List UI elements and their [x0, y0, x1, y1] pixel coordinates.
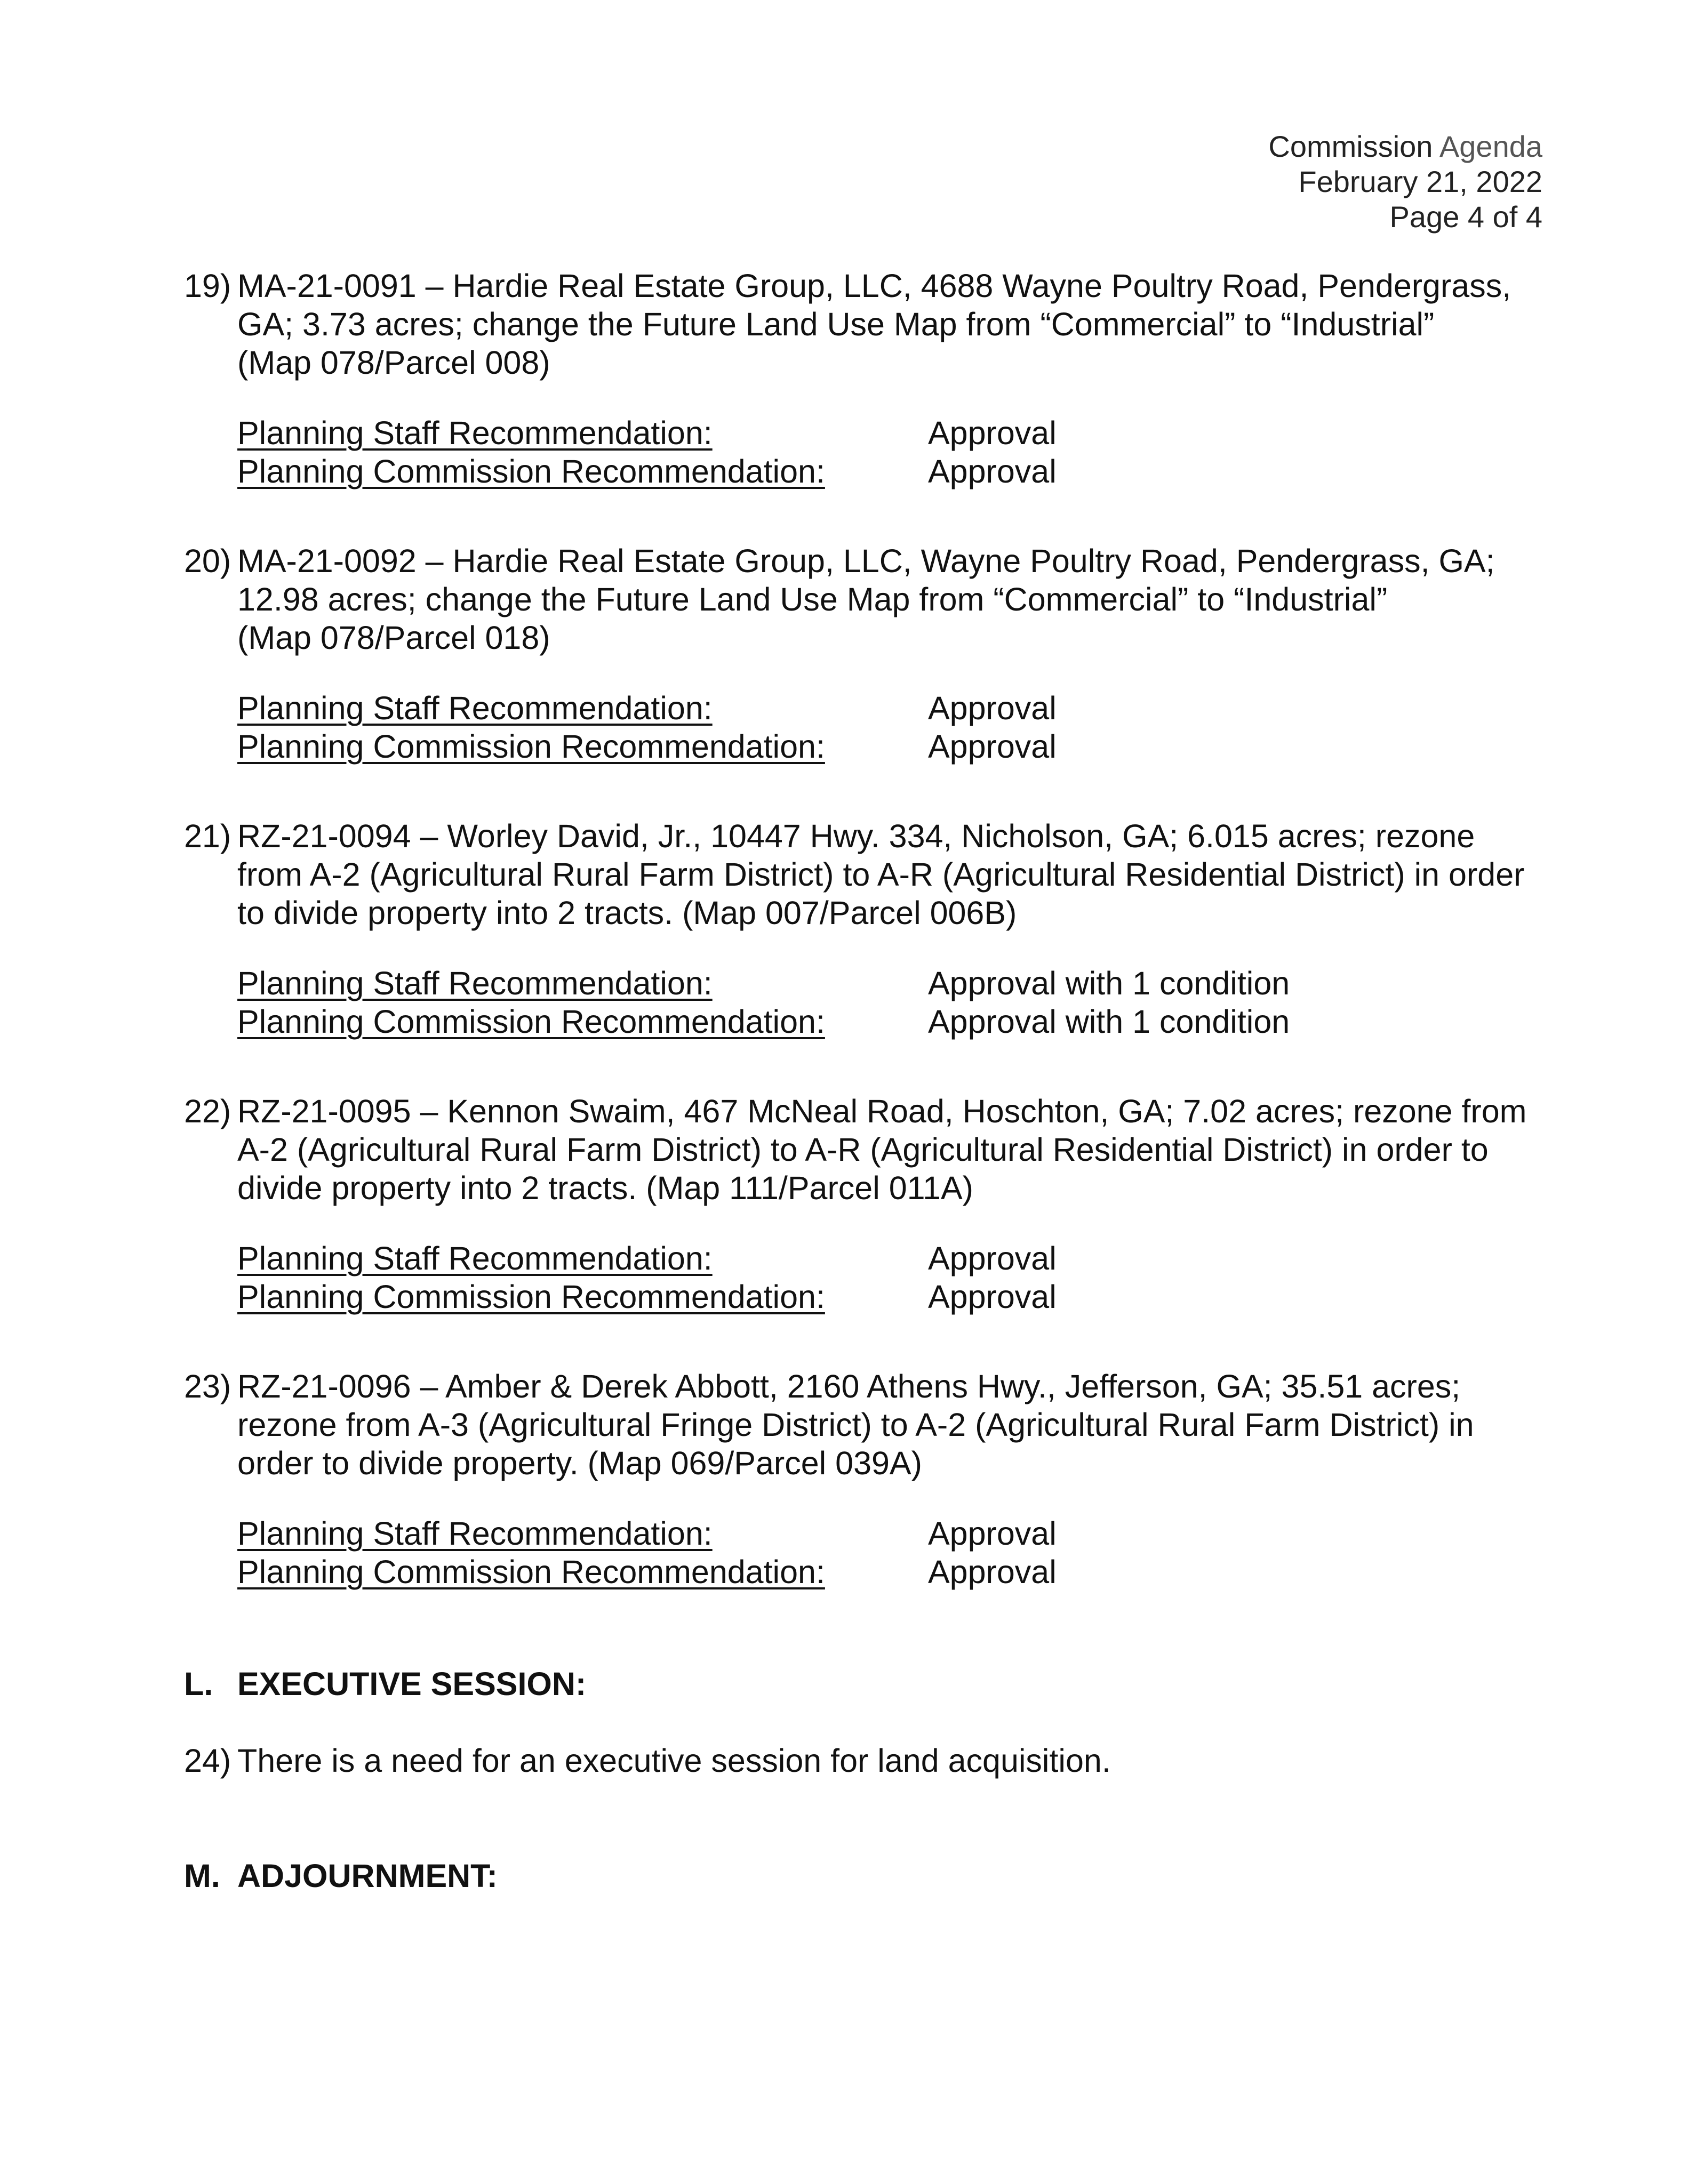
- agenda-item-22: [184, 1092, 1549, 1207]
- item-number: 21): [184, 818, 231, 854]
- header-date: February 21, 2022: [1298, 165, 1542, 198]
- item-line: 12.98 acres; change the Future Land Use Map from “Commercial” to “Industrial”: [237, 581, 1388, 617]
- agenda-item-23: [184, 1367, 1549, 1482]
- commission-recommendation-row: [237, 1278, 1549, 1316]
- section-title: EXECUTIVE SESSION:: [237, 1666, 587, 1702]
- header-commission: Commission: [1268, 130, 1433, 163]
- header-agenda: Agenda: [1439, 130, 1542, 163]
- staff-recommendation-label: Planning Staff Recommendation:: [237, 1240, 713, 1276]
- staff-recommendation-value: Approval: [928, 1515, 1057, 1552]
- item-number: 24): [184, 1743, 231, 1779]
- staff-recommendation-label: Planning Staff Recommendation:: [237, 965, 713, 1001]
- commission-recommendation-label: Planning Commission Recommendation:: [237, 1279, 825, 1315]
- item-line: A-2 (Agricultural Rural Farm District) to A-R (Agricultural Residential District) in order to: [237, 1131, 1489, 1168]
- recommendations-19: [184, 414, 1549, 491]
- item-number: 23): [184, 1368, 231, 1404]
- staff-recommendation-label: Planning Staff Recommendation:: [237, 690, 713, 726]
- item-line: MA-21-0091 – Hardie Real Estate Group, LLC, 4688 Wayne Poultry Road, Pendergrass,: [237, 268, 1511, 304]
- item-line: RZ-21-0096 – Amber & Derek Abbott, 2160 Athens Hwy., Jefferson, GA; 35.51 acres;: [237, 1368, 1461, 1404]
- commission-recommendation-label: Planning Commission Recommendation:: [237, 1003, 825, 1040]
- item-line: MA-21-0092 – Hardie Real Estate Group, LLC, Wayne Poultry Road, Pendergrass, GA;: [237, 543, 1495, 579]
- item-line: rezone from A-3 (Agricultural Fringe District) to A-2 (Agricultural Rural Farm District) in: [237, 1407, 1474, 1443]
- agenda-item-19: [184, 267, 1549, 382]
- commission-recommendation-row: [237, 1553, 1549, 1591]
- item-number: 19): [184, 268, 231, 304]
- item-number: 20): [184, 543, 231, 579]
- staff-recommendation-row: [237, 689, 1549, 727]
- item-line: (Map 078/Parcel 018): [237, 620, 550, 656]
- agenda-content: [184, 267, 1549, 1895]
- agenda-item-21: [184, 817, 1549, 932]
- staff-recommendation-value: Approval with 1 condition: [928, 965, 1290, 1001]
- staff-recommendation-label: Planning Staff Recommendation:: [237, 1515, 713, 1552]
- commission-recommendation-row: [237, 727, 1549, 766]
- staff-recommendation-value: Approval: [928, 1240, 1057, 1276]
- item-line: from A-2 (Agricultural Rural Farm District) to A-R (Agricultural Residential District) in order: [237, 856, 1525, 893]
- commission-recommendation-label: Planning Commission Recommendation:: [237, 728, 825, 765]
- item-line: to divide property into 2 tracts. (Map 007/Parcel 006B): [237, 895, 1017, 931]
- header-line-1: [1268, 129, 1542, 164]
- page-header: [1268, 129, 1542, 235]
- item-line: GA; 3.73 acres; change the Future Land Use Map from “Commercial” to “Industrial”: [237, 306, 1435, 342]
- commission-recommendation-value: Approval: [928, 453, 1057, 489]
- item-line: RZ-21-0094 – Worley David, Jr., 10447 Hwy. 334, Nicholson, GA; 6.015 acres; rezone: [237, 818, 1475, 854]
- section-executive-session: [184, 1665, 1549, 1703]
- staff-recommendation-row: [237, 414, 1549, 452]
- recommendations-22: [184, 1239, 1549, 1316]
- commission-recommendation-value: Approval with 1 condition: [928, 1003, 1290, 1040]
- item-line: divide property into 2 tracts. (Map 111/Parcel 011A): [237, 1170, 973, 1206]
- recommendations-21: [184, 964, 1549, 1041]
- staff-recommendation-label: Planning Staff Recommendation:: [237, 415, 713, 451]
- recommendations-23: [184, 1514, 1549, 1591]
- item-number: 22): [184, 1093, 231, 1129]
- header-page-number: Page 4 of 4: [1389, 200, 1542, 234]
- commission-recommendation-row: [237, 452, 1549, 491]
- staff-recommendation-value: Approval: [928, 690, 1057, 726]
- agenda-item-20: [184, 542, 1549, 657]
- commission-recommendation-label: Planning Commission Recommendation:: [237, 453, 825, 489]
- item-line: RZ-21-0095 – Kennon Swaim, 467 McNeal Road, Hoschton, GA; 7.02 acres; rezone from: [237, 1093, 1527, 1129]
- commission-recommendation-value: Approval: [928, 728, 1057, 765]
- recommendations-20: [184, 689, 1549, 766]
- commission-recommendation-row: [237, 1002, 1549, 1041]
- section-adjournment: [184, 1857, 1549, 1895]
- section-letter: L.: [184, 1666, 213, 1702]
- staff-recommendation-row: [237, 964, 1549, 1002]
- item-line: There is a need for an executive session for land acquisition.: [237, 1743, 1111, 1779]
- commission-recommendation-value: Approval: [928, 1279, 1057, 1315]
- section-title: ADJOURNMENT:: [237, 1858, 498, 1894]
- section-letter: M.: [184, 1858, 220, 1894]
- commission-recommendation-value: Approval: [928, 1554, 1057, 1590]
- staff-recommendation-row: [237, 1514, 1549, 1553]
- item-line: order to divide property. (Map 069/Parcel 039A): [237, 1445, 922, 1481]
- item-line: (Map 078/Parcel 008): [237, 344, 550, 381]
- staff-recommendation-row: [237, 1239, 1549, 1278]
- staff-recommendation-value: Approval: [928, 415, 1057, 451]
- agenda-item-24: [184, 1741, 1549, 1780]
- commission-recommendation-label: Planning Commission Recommendation:: [237, 1554, 825, 1590]
